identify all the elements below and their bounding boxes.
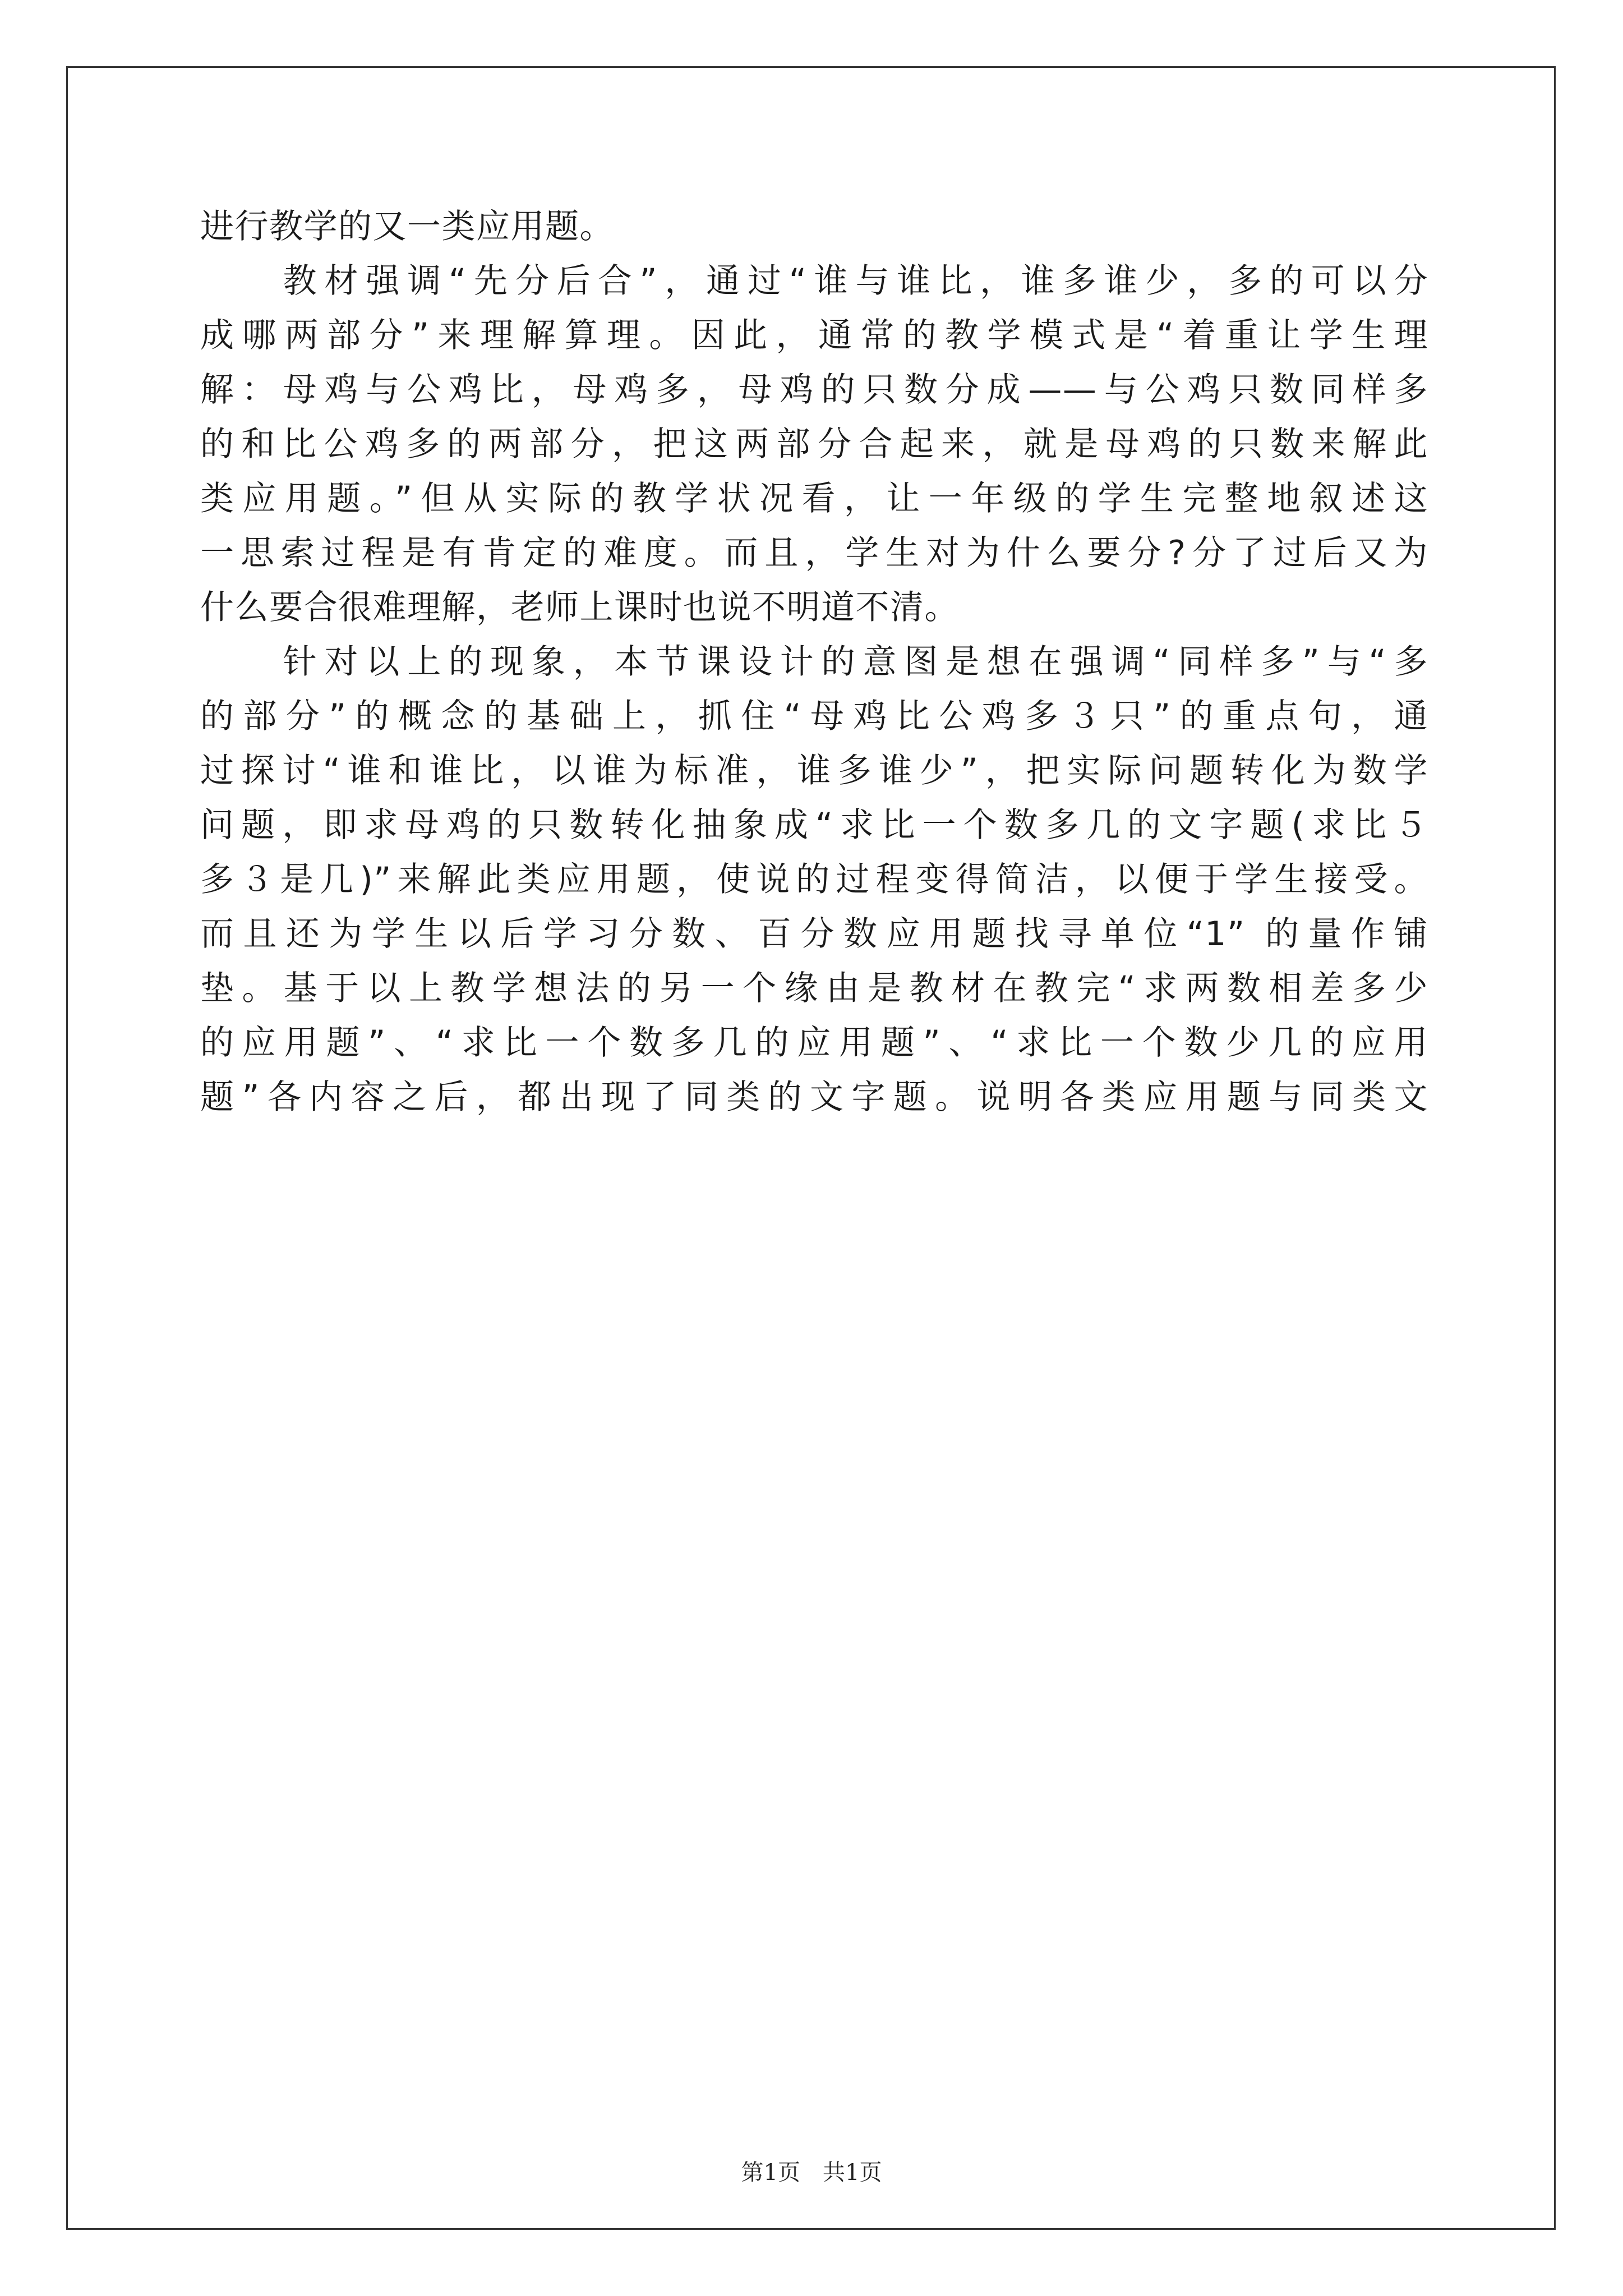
text-line: 类应用题。”但从实际的教学状况看，让一年级的学生完整地叙述这	[200, 479, 1428, 518]
text-line: 针对以上的现象，本节课设计的意图是想在强调“同样多”与“多	[200, 642, 1428, 682]
document-body	[200, 200, 1428, 1125]
text-line: 过探讨“谁和谁比，以谁为标准，谁多谁少”，把实际问题转化为数学	[200, 751, 1428, 790]
page-number: 第1页	[741, 2160, 800, 2185]
text-line: 多３是几)”来解此类应用题，使说的过程变得简洁，以便于学生接受。	[200, 860, 1428, 899]
text-line: 问题，即求母鸡的只数转化抽象成“求比一个数多几的文字题(求比５	[200, 806, 1428, 845]
text-line: 成哪两部分”来理解算理。因此，通常的教学模式是“着重让学生理	[200, 316, 1428, 355]
text-line: 题”各内容之后，都出现了同类的文字题。说明各类应用题与同类文	[200, 1078, 1428, 1117]
text-line: 垫。基于以上教学想法的另一个缘由是教材在教完“求两数相差多少	[200, 969, 1428, 1008]
text-line: 解：母鸡与公鸡比，母鸡多，母鸡的只数分成——与公鸡只数同样多	[200, 370, 1428, 409]
text-line: 进行教学的又一类应用题。	[200, 207, 614, 246]
text-line: 一思索过程是有肯定的难度。而且，学生对为什么要分?分了过后又为	[200, 533, 1428, 573]
text-line: 而且还为学生以后学习分数、百分数应用题找寻单位“1” 的量作铺	[200, 914, 1428, 954]
text-line: 的和比公鸡多的两部分，把这两部分合起来，就是母鸡的只数来解此	[200, 425, 1428, 464]
text-line: 的部分”的概念的基础上，抓住“母鸡比公鸡多３只”的重点句，通	[200, 697, 1428, 736]
page-total: 共1页	[823, 2160, 882, 2185]
text-line: 的应用题”、“求比一个数多几的应用题”、“求比一个数少几的应用	[200, 1023, 1428, 1062]
page-footer	[0, 2155, 1623, 2187]
text-line: 什么要合很难理解，老师上课时也说不明道不清。	[200, 588, 959, 627]
text-line: 教材强调“先分后合”，通过“谁与谁比，谁多谁少，多的可以分	[200, 261, 1428, 301]
